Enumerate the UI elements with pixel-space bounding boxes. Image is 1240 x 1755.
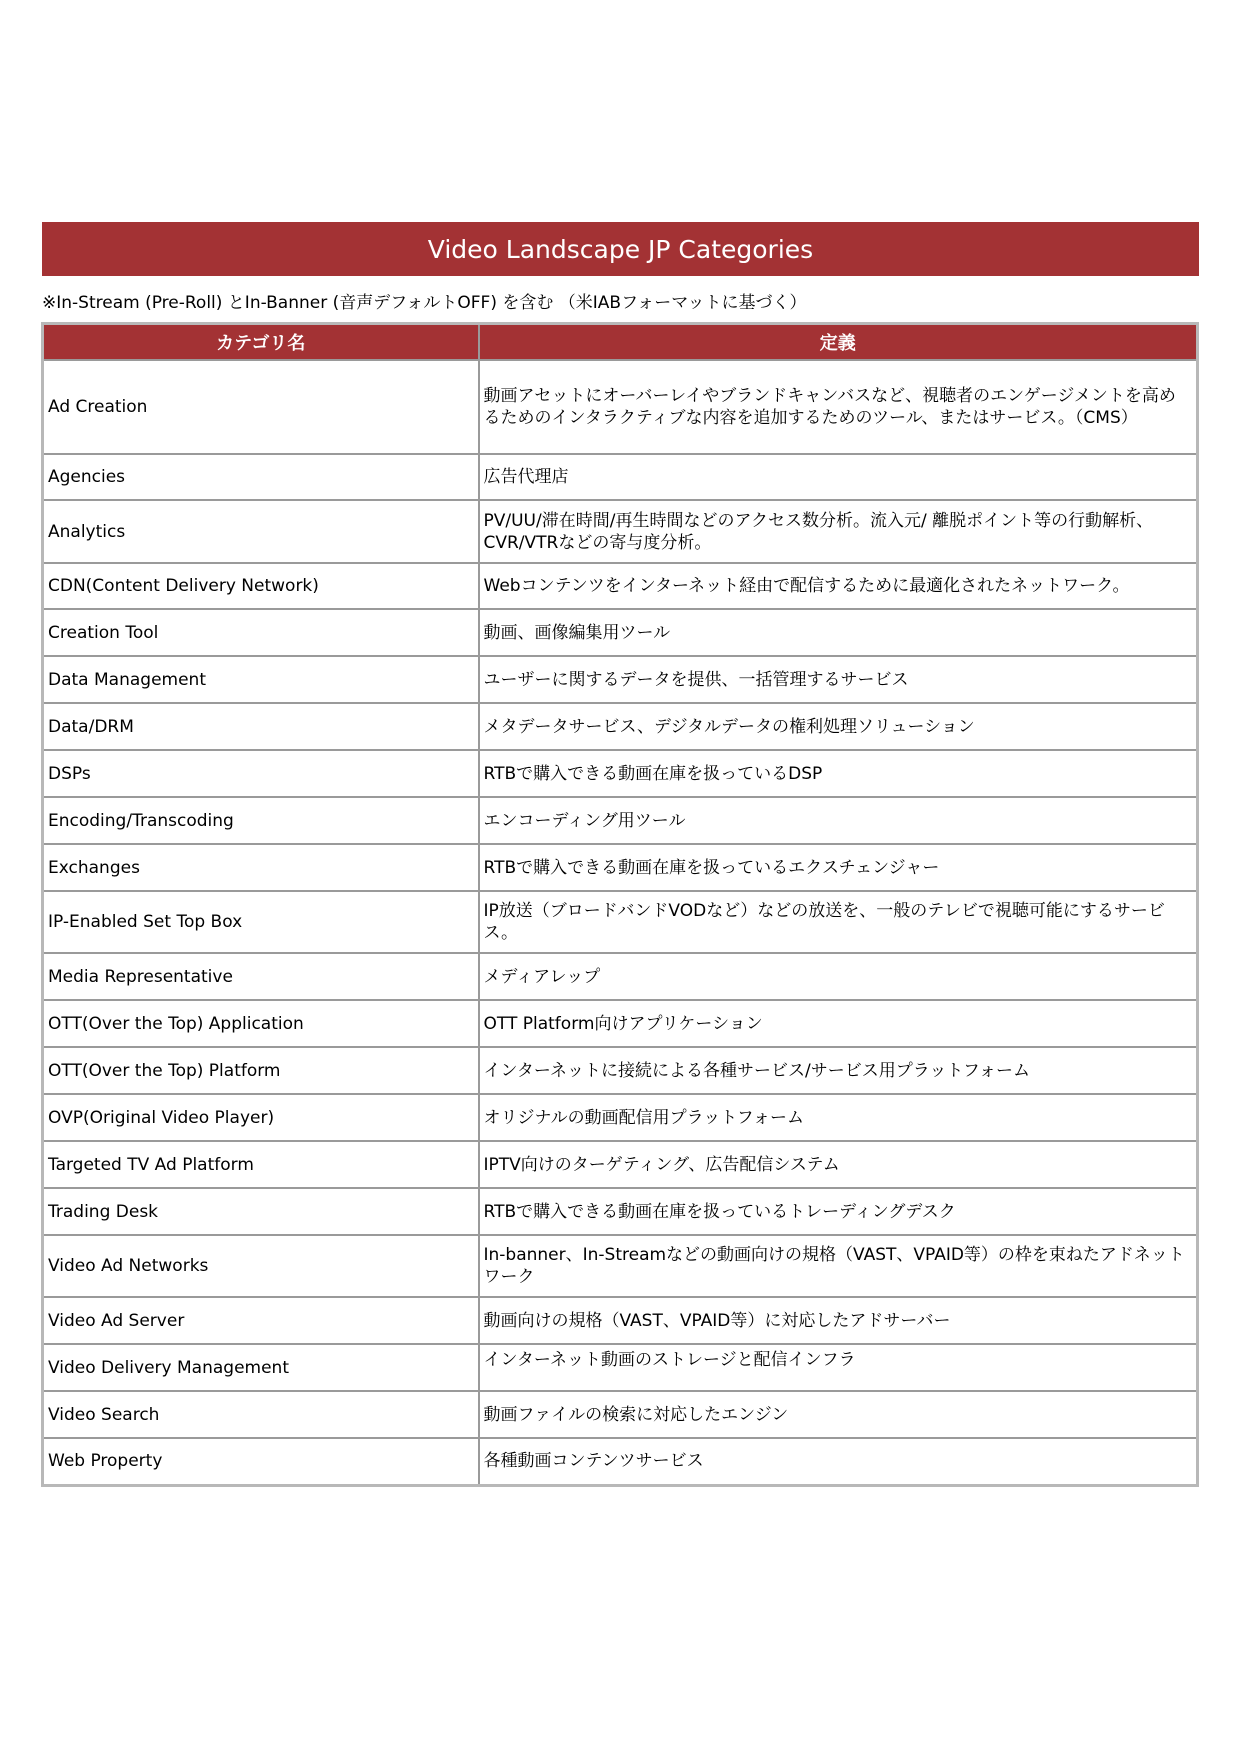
category-name: CDN(Content Delivery Network) [43, 563, 479, 609]
table-row [43, 500, 1198, 563]
category-name: OVP(Original Video Player) [43, 1094, 479, 1141]
category-definition: IPTV向けのターゲティング、広告配信システム [479, 1141, 1198, 1188]
table-row [43, 454, 1198, 500]
category-name: Data Management [43, 656, 479, 703]
category-definition: RTBで購入できる動画在庫を扱っているDSP [479, 750, 1198, 797]
category-definition: メディアレップ [479, 953, 1198, 1000]
categories-table [41, 322, 1199, 1487]
category-definition: メタデータサービス、デジタルデータの権利処理ソリューション [479, 703, 1198, 750]
table-row [43, 1000, 1198, 1047]
category-name: Targeted TV Ad Platform [43, 1141, 479, 1188]
table-row [43, 1141, 1198, 1188]
category-name: Video Ad Networks [43, 1235, 479, 1297]
category-definition: 広告代理店 [479, 454, 1198, 500]
table-row [43, 1188, 1198, 1235]
table-row [43, 844, 1198, 891]
table-row [43, 750, 1198, 797]
category-name: Data/DRM [43, 703, 479, 750]
table-row [43, 703, 1198, 750]
scope-note: ※In-Stream (Pre-Roll) とIn-Banner (音声デフォルトOFF) を含む （米IABフォーマットに基づく） [42, 293, 807, 313]
category-name: Ad Creation [43, 360, 479, 454]
category-definition: ユーザーに関するデータを提供、一括管理するサービス [479, 656, 1198, 703]
category-definition: インターネットに接続による各種サービス/サービス用プラットフォーム [479, 1047, 1198, 1094]
category-name: Creation Tool [43, 609, 479, 656]
category-definition: インターネット動画のストレージと配信インフラ [479, 1344, 1198, 1391]
table-row [43, 360, 1198, 454]
table-row [43, 891, 1198, 953]
table-row [43, 1047, 1198, 1094]
category-name: Trading Desk [43, 1188, 479, 1235]
category-definition: 動画、画像編集用ツール [479, 609, 1198, 656]
header-definition: 定義 [479, 324, 1198, 361]
table-row [43, 1391, 1198, 1438]
category-name: Video Ad Server [43, 1297, 479, 1344]
table-row [43, 1297, 1198, 1344]
table-header-row [43, 324, 1198, 361]
category-name: Encoding/Transcoding [43, 797, 479, 844]
table-row [43, 1438, 1198, 1485]
category-definition: RTBで購入できる動画在庫を扱っているトレーディングデスク [479, 1188, 1198, 1235]
category-definition: 動画ファイルの検索に対応したエンジン [479, 1391, 1198, 1438]
category-name: Web Property [43, 1438, 479, 1485]
table-row [43, 953, 1198, 1000]
category-definition: 各種動画コンテンツサービス [479, 1438, 1198, 1485]
table-row [43, 563, 1198, 609]
table-row [43, 1094, 1198, 1141]
table-row [43, 1344, 1198, 1391]
category-name: DSPs [43, 750, 479, 797]
category-definition: RTBで購入できる動画在庫を扱っているエクスチェンジャー [479, 844, 1198, 891]
category-definition: IP放送（ブロードバンドVODなど）などの放送を、一般のテレビで視聴可能にするサービス。 [479, 891, 1198, 953]
category-definition: Webコンテンツをインターネット経由で配信するために最適化されたネットワーク。 [479, 563, 1198, 609]
category-definition: 動画向けの規格（VAST、VPAID等）に対応したアドサーバー [479, 1297, 1198, 1344]
category-name: OTT(Over the Top) Application [43, 1000, 479, 1047]
category-name: Video Search [43, 1391, 479, 1438]
category-name: OTT(Over the Top) Platform [43, 1047, 479, 1094]
category-name: Video Delivery Management [43, 1344, 479, 1391]
category-name: Analytics [43, 500, 479, 563]
category-definition: OTT Platform向けアプリケーション [479, 1000, 1198, 1047]
category-definition: オリジナルの動画配信用プラットフォーム [479, 1094, 1198, 1141]
category-name: Agencies [43, 454, 479, 500]
table-row [43, 797, 1198, 844]
category-name: Media Representative [43, 953, 479, 1000]
category-definition: 動画アセットにオーバーレイやブランドキャンバスなど、視聴者のエンゲージメントを高めるためのインタラクティブな内容を追加するためのツール、またはサービス。（CMS） [479, 360, 1198, 454]
category-name: IP-Enabled Set Top Box [43, 891, 479, 953]
header-category-name: カテゴリ名 [43, 324, 479, 361]
page-title-bar [42, 222, 1199, 276]
category-definition: PV/UU/滞在時間/再生時間などのアクセス数分析。流入元/ 離脱ポイント等の行動解析、CVR/VTRなどの寄与度分析。 [479, 500, 1198, 563]
category-definition: エンコーディング用ツール [479, 797, 1198, 844]
page-title: Video Landscape JP Categories [427, 234, 814, 264]
category-definition: In-banner、In-Streamなどの動画向けの規格（VAST、VPAID等）の枠を束ねたアドネットワーク [479, 1235, 1198, 1297]
table-row [43, 609, 1198, 656]
table-row [43, 656, 1198, 703]
category-name: Exchanges [43, 844, 479, 891]
table-row [43, 1235, 1198, 1297]
